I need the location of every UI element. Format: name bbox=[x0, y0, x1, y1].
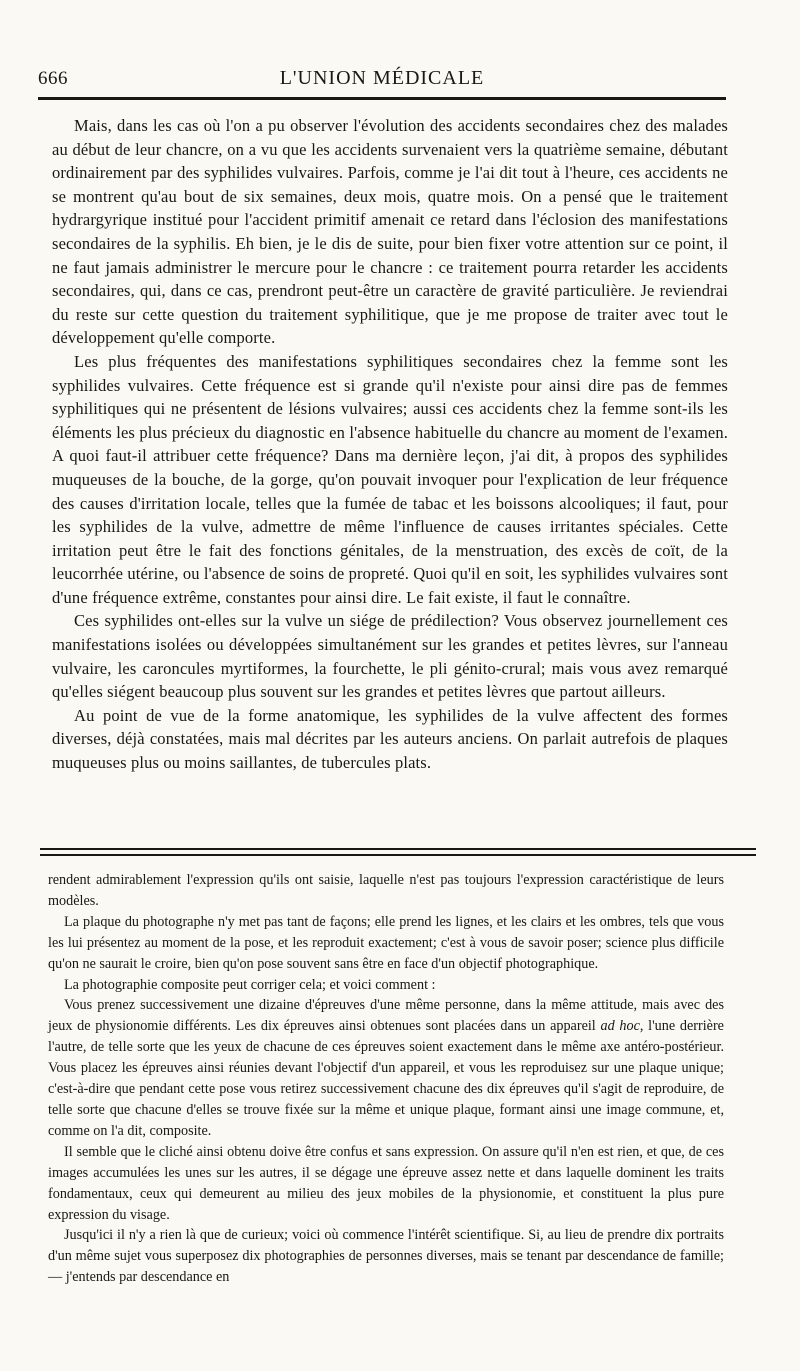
page-number: 666 bbox=[38, 68, 68, 89]
feuilleton-text: , l'une derrière l'autre, de telle sorte que les yeux de chacune de ces épreuves soient exactement dans le même axe antéro-postérieur. Vous placez les épreuves ainsi réunies devant l'objectif d'un appareil, et vous les reproduisez sur une plaque unique; c'est-à-dire que pendant cette pose vous retirez successivement chacune des dix épreuves qu'il s'agit de reproduire, de telle sorte que chacune d'elles se trouve fixée sur la même et unique plaque, formant ainsi une image commune, et, comme on l'a dit, composite. bbox=[48, 1018, 724, 1139]
feuilleton-italic-text: ad hoc bbox=[600, 1018, 640, 1035]
header-rule bbox=[38, 97, 726, 100]
feuilleton-separator-rule bbox=[40, 848, 756, 850]
feuilleton-separator-rule bbox=[40, 854, 756, 856]
feuilleton-paragraph: Jusqu'ici il n'y a rien là que de curieux; voici où commence l'intérêt scientifique. Si, au lieu de prendre dix portraits d'un même sujet vous superposez dix photographies de personnes diverses, mais se tenant par descendance de famille; — j'entends par descendance en bbox=[48, 1227, 724, 1286]
page-header bbox=[38, 62, 726, 94]
article-paragraph: Au point de vue de la forme anatomique, les syphilides de la vulve affectent des formes diverses, déjà constatées, mais mal décrites par les auteurs anciens. On parlait autrefois de plaques muqueuses plus ou moins saillantes, de tubercules plats. bbox=[52, 705, 728, 773]
feuilleton-paragraph: Il semble que le cliché ainsi obtenu doive être confus et sans expression. On assure qu'il n'en est rien, et que, de ces images accumulées les unes sur les autres, il se dégage une épreuve assez nette et dans laquelle dominent les traits fondamentaux, ceux qui demeurent au milieu des jeux mobiles de la physionomie, et constituent la plus pure expression du visage. bbox=[48, 1143, 724, 1223]
feuilleton-paragraph: La photographie composite peut corriger cela; et voici comment : bbox=[64, 976, 436, 993]
journal-title: L'UNION MÉDICALE bbox=[279, 67, 485, 89]
article-paragraph: Mais, dans les cas où l'on a pu observer l'évolution des accidents secondaires chez des malades au début de leur chancre, on a vu que les accidents survenaient vers la quatrième semaine, débutant ordinairement par des syphilides vulvaires. Parfois, comme je l'ai dit tout à l'heure, ces accidents ne se montrent qu'au bout de six semaines, deux mois, quatre mois. On a pensé que le traitement hydrargyrique institué pour l'accident primitif amenait ce retard dans l'éclosion des manifestations secondaires de la syphilis. Eh bien, je le dis de suite, pour bien fixer votre attention sur ce point, il ne faut jamais administrer le mercure pour le chancre : ce traitement pourra retarder les accidents secondaires, qui, dans ce cas, prendront peut-être un caractère de gravité particulière. Je reviendrai du reste sur cette question du traitement syphilitique, que je me propose de traiter avec tout le développement qu'elle comporte. bbox=[52, 116, 728, 348]
feuilleton-section bbox=[48, 870, 724, 1288]
feuilleton-paragraph: rendent admirablement l'expression qu'ils ont saisie, laquelle n'est pas toujours l'expression caractéristique de leurs modèles. bbox=[48, 872, 724, 909]
feuilleton-paragraph bbox=[48, 995, 724, 1141]
article-body bbox=[52, 114, 728, 775]
article-paragraph: Les plus fréquentes des manifestations syphilitiques secondaires chez la femme sont les syphilides vulvaires. Cette fréquence est si grande qu'il n'existe pour ainsi dire pas de femmes syphilitiques qui ne présentent de lésions vulvaires; aussi ces accidents chez la femme sont-ils les éléments les plus précieux du diagnostic en l'absence habituelle du chancre au moment de l'examen. A quoi faut-il attribuer cette fréquence? Dans ma dernière leçon, j'ai dit, à propos des syphilides muqueuses de la bouche, de la gorge, qu'on pouvait invoquer pour l'explication de leur fréquence des causes d'irritation locale, telles que la fumée de tabac et les boissons alcooliques; il faut, pour les syphilides de la vulve, admettre de même l'influence de causes irritantes spéciales. Cette irritation peut être le fait des fonctions génitales, de la menstruation, des excès de coït, de la leucorrhée utérine, ou l'absence de soins de propreté. Quoi qu'il en soit, les syphilides vulvaires sont d'une fréquence extrême, constantes pour ainsi dire. Le fait existe, il faut le connaître. bbox=[52, 351, 728, 607]
feuilleton-text: Vous prenez successivement une dizaine d'épreuves d'une même personne, dans la même attitude, mais avec des jeux de physionomie différents. Les dix épreuves ainsi obtenues sont placées dans un appareil bbox=[48, 997, 724, 1035]
document-page bbox=[38, 62, 726, 1362]
feuilleton-paragraph: La plaque du photographe n'y met pas tant de façons; elle prend les lignes, et les clairs et les ombres, tels que vous les lui présentez au moment de la pose, et les reproduit exactement; c'est à vous de savoir poser; science plus difficile qu'on ne saurait le croire, bien qu'on pose souvent sans être en face d'un objectif photographique. bbox=[48, 913, 724, 972]
article-paragraph: Ces syphilides ont-elles sur la vulve un siége de prédilection? Vous observez journellement ces manifestations isolées ou développées simultanément sur les grandes et petites lèvres, sur l'anneau vulvaire, les caroncules myrtiformes, la fourchette, le pli génito-crural; mais vous avez remarqué qu'elles siégent beaucoup plus souvent sur les grandes et petites lèvres que partout ailleurs. bbox=[52, 611, 728, 702]
